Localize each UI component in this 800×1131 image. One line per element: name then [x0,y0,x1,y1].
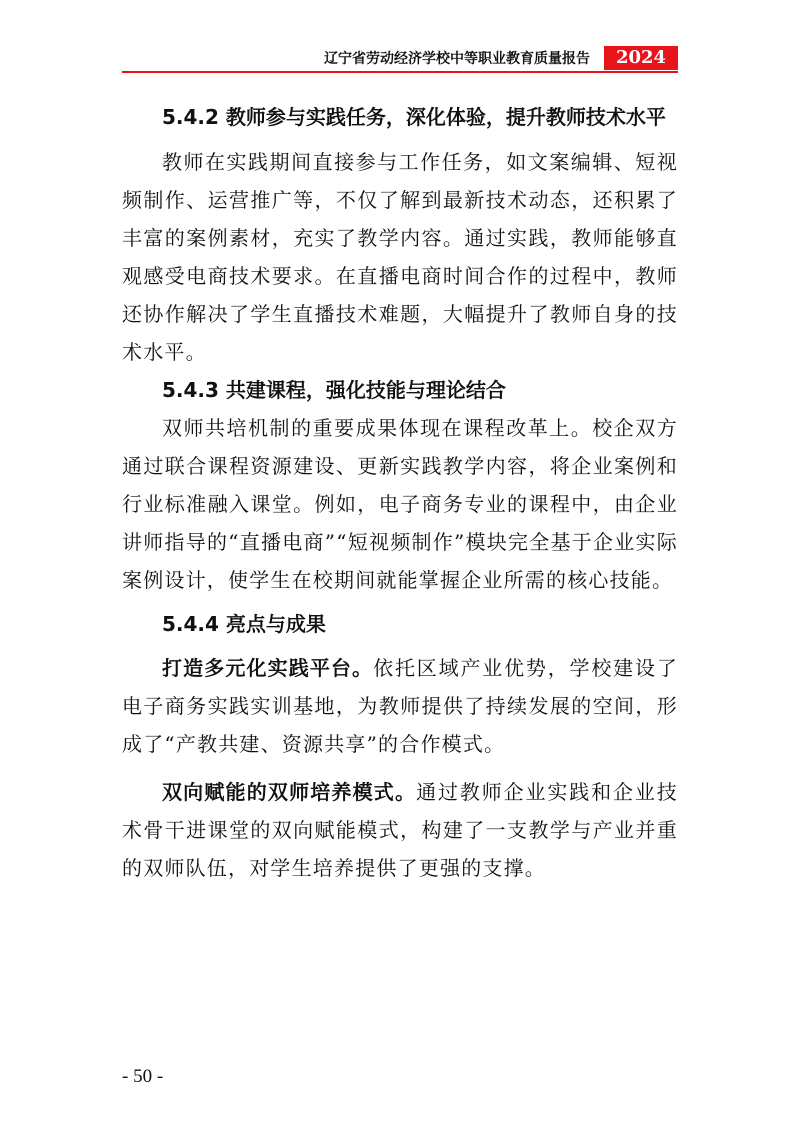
lead-dual-teacher: 双向赋能的双师培养模式。 [162,780,417,804]
heading-5-4-4: 5.4.4 亮点与成果 [162,612,326,636]
header-divider [122,71,678,73]
paragraph-practice-platform [122,649,678,763]
page-number: - 50 - [122,1066,164,1087]
report-title: 辽宁省劳动经济学校中等职业教育质量报告 [324,51,590,67]
heading-5-4-2: 5.4.2 教师参与实践任务，深化体验，提升教师技术水平 [162,105,666,129]
paragraph-5-4-2: 教师在实践期间直接参与工作任务，如文案编辑、短视频制作、运营推广等，不仅了解到最新技术动态，还积累了丰富的案例素材，充实了教学内容。通过实践，教师能够直观感受电商技术要求。在直播电商时间合作的过程中，教师还协作解决了学生直播技术难题，大幅提升了教师自身的技术水平。 [122,150,678,364]
lead-practice-platform: 打造多元化实践平台。 [162,656,374,680]
page-body [122,98,678,887]
heading-5-4-3: 5.4.3 共建课程，强化技能与理论结合 [162,378,506,402]
paragraph-dual-teacher [122,773,678,887]
year-badge: 2024 [604,46,678,70]
text-practice-platform: 依托区域产业优势，学校建设了电子商务实践实训基地，为教师提供了持续发展的空间，形成了“产教共建、资源共享”的合作模式。 [122,656,678,756]
page-header [122,46,678,72]
text-dual-teacher: 通过教师企业实践和企业技术骨干进课堂的双向赋能模式，构建了一支教学与产业并重的双师队伍，对学生培养提供了更强的支撑。 [122,780,678,880]
paragraph-5-4-3: 双师共培机制的重要成果体现在课程改革上。校企双方通过联合课程资源建设、更新实践教学内容，将企业案例和行业标准融入课堂。例如，电子商务专业的课程中，由企业讲师指导的“直播电商”“短视频制作”模块完全基于企业实际案例设计，使学生在校期间就能掌握企业所需的核心技能。 [122,416,678,592]
